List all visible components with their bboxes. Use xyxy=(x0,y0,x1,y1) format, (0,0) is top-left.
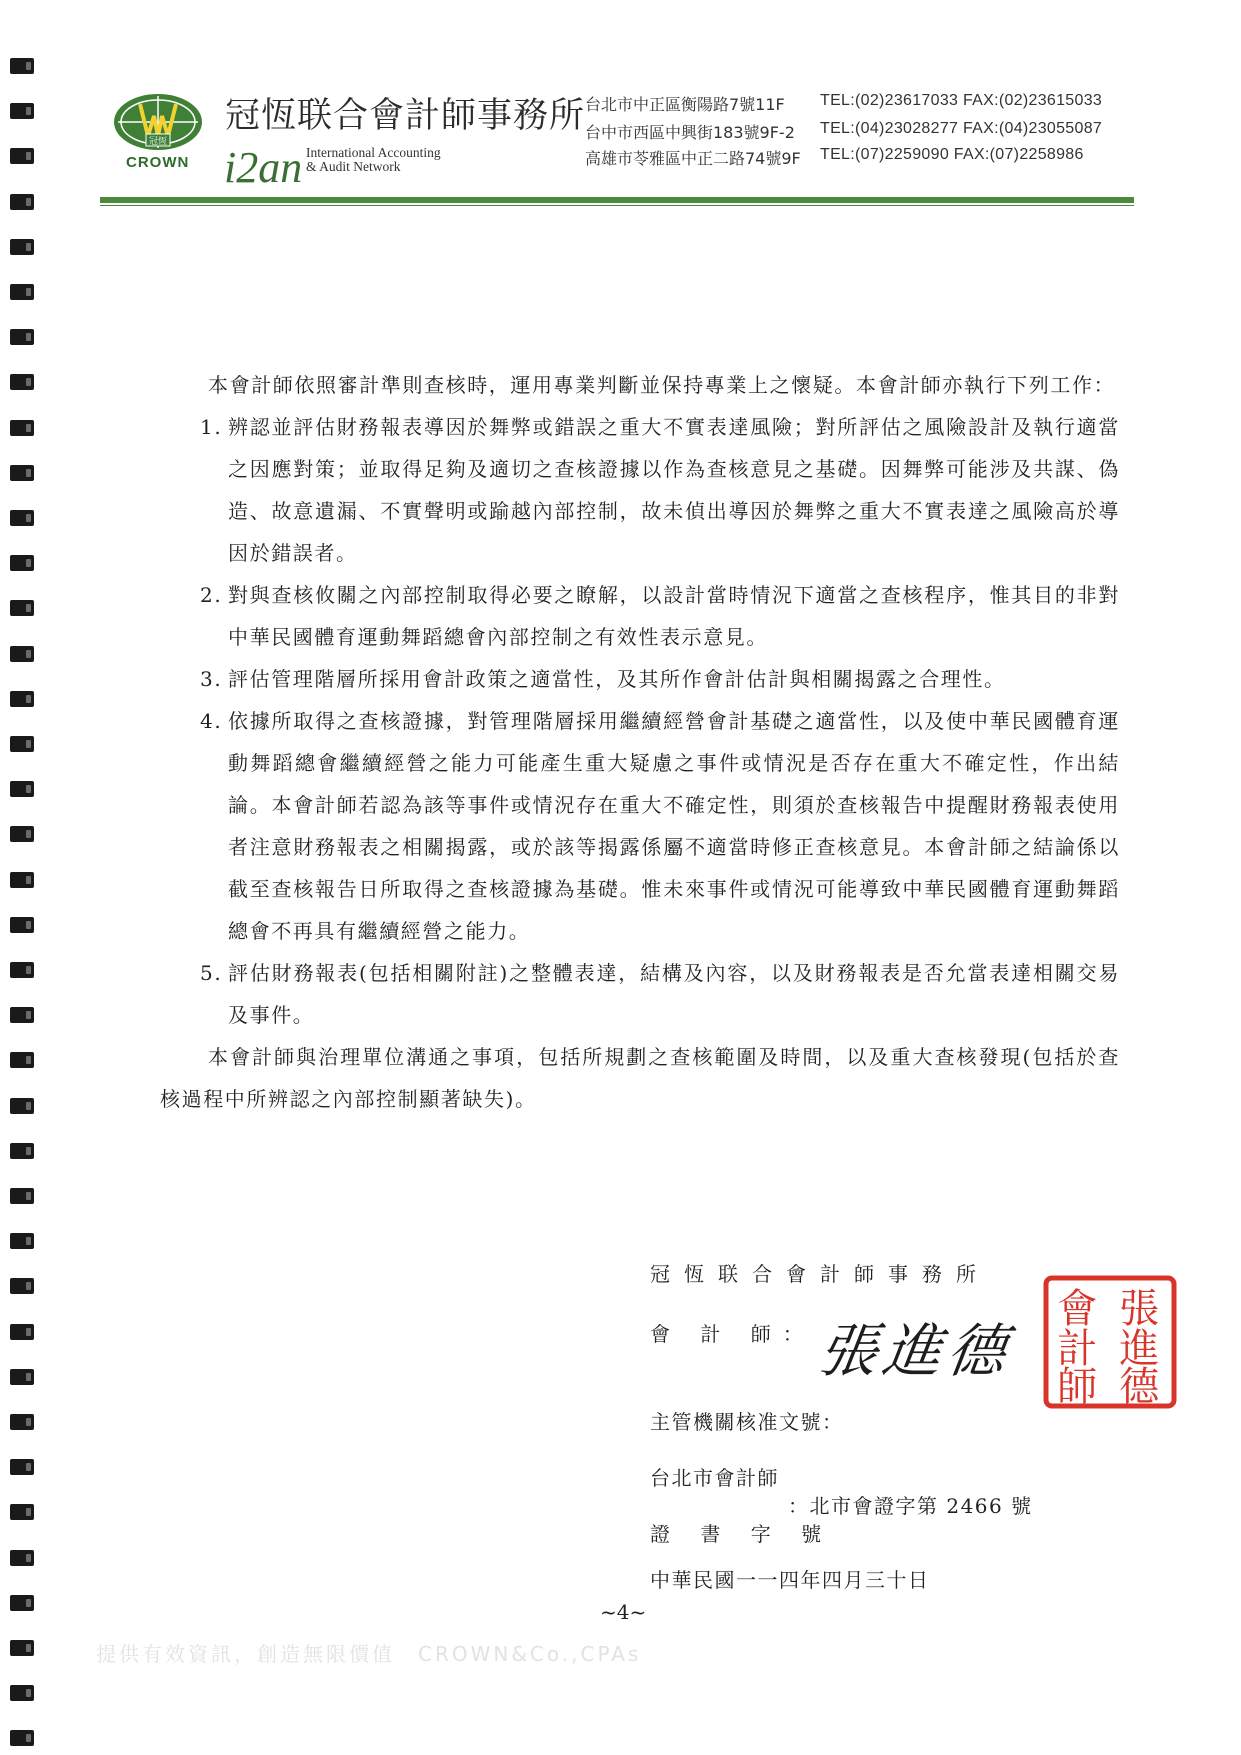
intro-paragraph: 本會計師依照審計準則查核時，運用專業判斷並保持專業上之懷疑。本會計師亦執行下列工作： xyxy=(208,373,1116,397)
binding-hole xyxy=(10,1459,34,1475)
binding-hole xyxy=(10,1414,34,1430)
binding-hole xyxy=(10,194,34,210)
binding-hole xyxy=(10,1730,34,1746)
office-contact: TEL:(04)23028277 FAX:(04)23055087 xyxy=(820,120,1103,137)
binding-hole xyxy=(10,374,34,390)
binding-hole xyxy=(10,1640,34,1656)
list-item: 1. 辨認並評估財務報表導因於舞弊或錯誤之重大不實表達風險；對所評估之風險設計及執行適當之因應對策；並取得足夠及適切之查核證據以作為查核意見之基礎。因舞弊可能涉及共謀、偽造、故意遺漏、不實聲明或踰越內部控制，故未偵出導因於舞弊之重大不實表達之風險高於導因於錯誤者。 xyxy=(200,415,1120,565)
binding-hole xyxy=(10,691,34,707)
binding-hole xyxy=(10,1007,34,1023)
binding-hole xyxy=(10,510,34,526)
binding-hole xyxy=(10,284,34,300)
binding-hole xyxy=(10,1278,34,1294)
list-item: 4. 依據所取得之查核證據，對管理階層採用繼續經營會計基礎之適當性，以及使中華民國體育運動舞蹈總會繼續經營之能力可能產生重大疑慮之事件或情況是否存在重大不確定性，作出結論。本會計師若認為該等事件或情況存在重大不確定性，則須於查核報告中提醒財務報表使用者注意財務報表之相關揭露，或於該等揭露係屬不適當時修正查核意見。本會計師之結論係以截至查核報告日所取得之查核證據為基礎。惟未來事件或情況可能導致中華民國體育運動舞蹈總會不再具有繼續經營之能力。 xyxy=(200,709,1120,943)
header-divider-thin xyxy=(100,205,1134,206)
list-item: 5. 評估財務報表(包括相關附註)之整體表達，結構及內容，以及財務報表是否允當表達相關交易及事件。 xyxy=(200,961,1120,1027)
office-address: 台中市西區中興街183號9F-2 xyxy=(585,123,795,142)
report-body xyxy=(160,364,1120,1120)
binding-hole xyxy=(10,58,34,74)
firm-name: 冠恆联合會計師事務所 xyxy=(225,96,586,136)
svg-text:計: 計 xyxy=(1057,1326,1099,1372)
binding-hole xyxy=(10,1233,34,1249)
binding-hole xyxy=(10,329,34,345)
binding-hole xyxy=(10,646,34,662)
svg-text:德: 德 xyxy=(1119,1364,1161,1410)
binding-hole xyxy=(10,1685,34,1701)
cpa-label: 會 計 師： xyxy=(650,1322,815,1346)
binding-holes xyxy=(10,0,36,1755)
binding-hole xyxy=(10,555,34,571)
binding-hole xyxy=(10,148,34,164)
binding-hole xyxy=(10,239,34,255)
network-name: International Accounting & Audit Network xyxy=(306,145,441,174)
footer-watermark: 提供有效資訊，創造無限價值 CROWN&Co.,CPAs xyxy=(96,1642,642,1666)
binding-hole xyxy=(10,917,34,933)
list-item: 3. 評估管理階層所採用會計政策之適當性，及其所作會計估計與相關揭露之合理性。 xyxy=(200,667,1006,691)
closing-paragraph: 本會計師與治理單位溝通之事項，包括所規劃之查核範圍及時間，以及重大查核發現(包括於查核過程中所辨認之內部控制顯著缺失)。 xyxy=(160,1045,1120,1111)
cert-label: 台北市會計師 xyxy=(650,1466,779,1490)
binding-hole xyxy=(10,1369,34,1385)
office-contact: TEL:(07)2259090 FAX:(07)2258986 xyxy=(820,146,1084,163)
binding-hole xyxy=(10,781,34,797)
signing-firm: 冠恆联合會計師事務所 xyxy=(650,1262,990,1286)
svg-text:會: 會 xyxy=(1057,1286,1099,1332)
binding-hole xyxy=(10,1052,34,1068)
binding-hole xyxy=(10,420,34,436)
binding-hole xyxy=(10,1324,34,1340)
binding-hole xyxy=(10,1098,34,1114)
binding-hole xyxy=(10,736,34,752)
binding-hole xyxy=(10,465,34,481)
page-number: ~4~ xyxy=(600,1600,647,1624)
binding-hole xyxy=(10,1188,34,1204)
office-address: 高雄市苓雅區中正二路74號9F xyxy=(585,149,801,168)
binding-hole xyxy=(10,962,34,978)
handwritten-signature: 張進德 xyxy=(814,1317,1017,1385)
office-contact: TEL:(02)23617033 FAX:(02)23615033 xyxy=(820,92,1103,109)
procedure-list xyxy=(200,406,1120,1036)
cert-label-2: 證 書 字 號 xyxy=(650,1522,834,1546)
i2an-logo: i2an xyxy=(224,143,303,192)
svg-text:張: 張 xyxy=(1119,1286,1161,1332)
report-date: 中華民國一一四年四月三十日 xyxy=(650,1568,930,1592)
binding-hole xyxy=(10,1143,34,1159)
binding-hole xyxy=(10,103,34,119)
svg-text:進: 進 xyxy=(1119,1326,1161,1372)
list-item: 2. 對與查核攸關之內部控制取得必要之瞭解，以設計當時情況下適當之查核程序，惟其目的非對中華民國體育運動舞蹈總會內部控制之有效性表示意見。 xyxy=(200,583,1120,649)
crown-label: CROWN xyxy=(126,154,190,171)
binding-hole xyxy=(10,1550,34,1566)
binding-hole xyxy=(10,600,34,616)
letterhead xyxy=(100,80,1140,200)
approval-label: 主管機關核准文號： xyxy=(650,1410,844,1434)
binding-hole xyxy=(10,1595,34,1611)
header-divider xyxy=(100,197,1134,203)
cert-number: ：北市會證字第 2466 號 xyxy=(788,1494,1033,1518)
binding-hole xyxy=(10,872,34,888)
binding-hole xyxy=(10,826,34,842)
binding-hole xyxy=(10,1504,34,1520)
cpa-seal xyxy=(1042,1274,1178,1410)
office-address: 台北市中正區衡陽路7號11F xyxy=(585,95,785,114)
svg-text:冠恆: 冠恆 xyxy=(148,137,168,147)
svg-text:師: 師 xyxy=(1057,1364,1099,1410)
